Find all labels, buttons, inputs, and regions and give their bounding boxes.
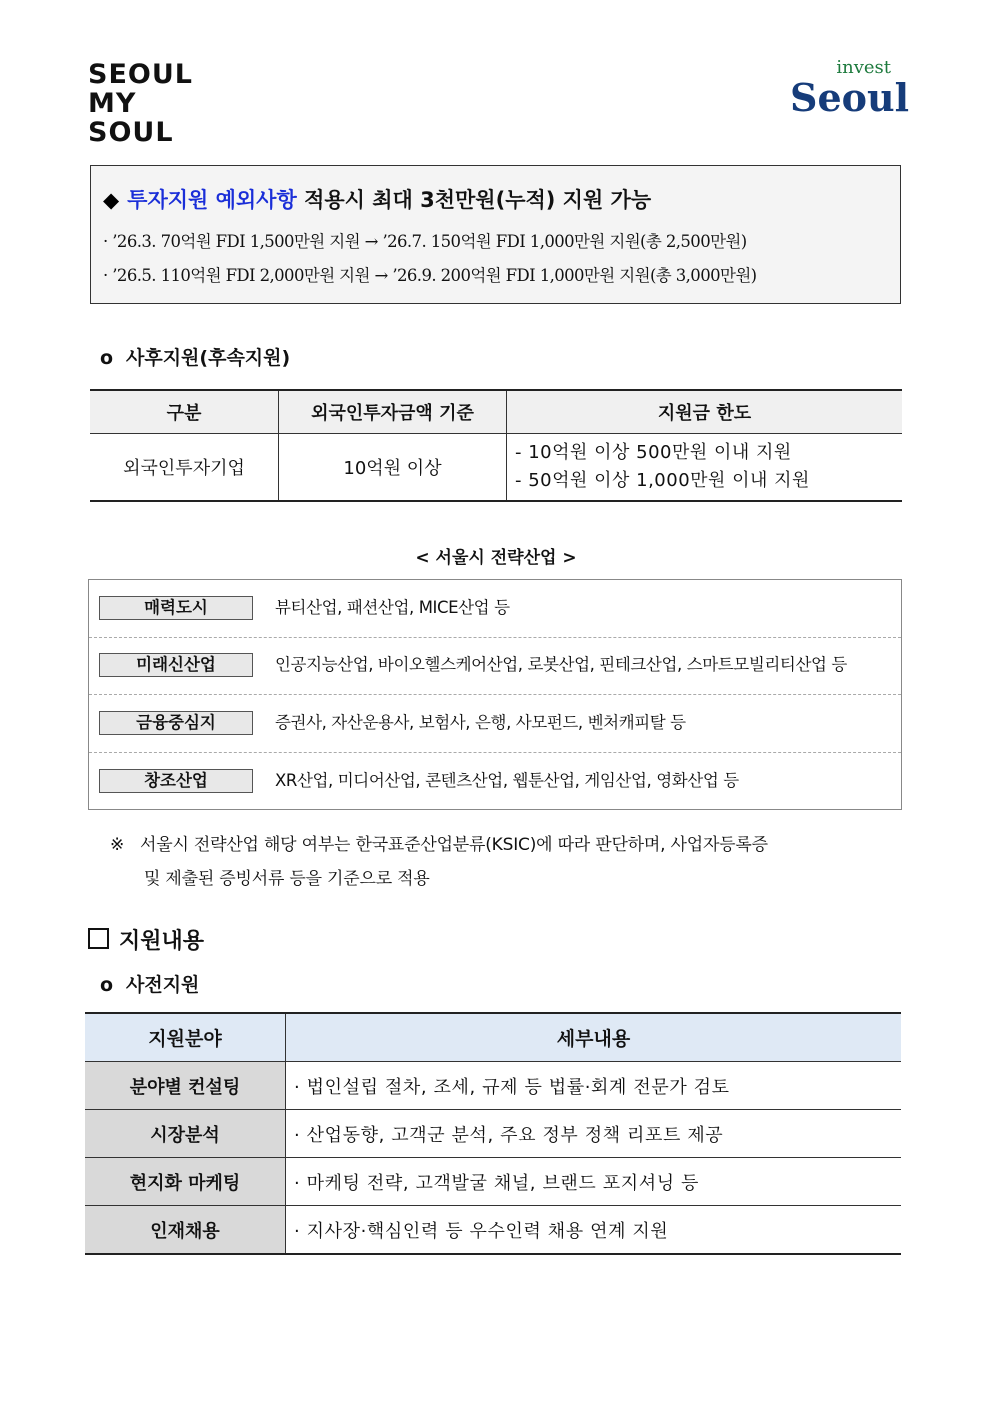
cell-detail: · 법인설립 절차, 조세, 규제 등 법률·회계 전문가 검토 (286, 1062, 902, 1110)
cell-detail: · 지사장·핵심인력 등 우수인력 채용 연계 지원 (286, 1206, 902, 1255)
strategy-desc: 뷰티산업, 패션산업, MICE산업 등 (275, 598, 510, 617)
circle-bullet: o (100, 974, 114, 996)
table-row (85, 1110, 901, 1158)
reference-mark-icon: ※ (110, 835, 125, 855)
cell-limit (507, 434, 903, 502)
notice-title (103, 184, 651, 214)
table-header-row (90, 390, 902, 434)
table-header-row (85, 1013, 901, 1062)
diamond-bullet-icon: ◆ (103, 188, 120, 212)
post-support-table (90, 389, 902, 502)
header-category: 구분 (90, 390, 279, 434)
cell-detail: · 산업동향, 고객군 분석, 주요 정부 정책 리포트 제공 (286, 1110, 902, 1158)
cell-field: 현지화 마케팅 (85, 1158, 286, 1206)
seoul-my-soul-logo (88, 59, 193, 148)
limit-line-2: - 50억원 이상 1,000만원 이내 지원 (515, 470, 810, 491)
strategy-desc: 증권사, 자산운용사, 보험사, 은행, 사모펀드, 벤처캐피탈 등 (275, 713, 686, 732)
strategy-row (89, 637, 901, 695)
strategy-row (89, 580, 901, 638)
post-support-title: 사후지원(후속지원) (126, 347, 291, 369)
strategy-row (89, 753, 901, 810)
support-content-heading (88, 924, 204, 955)
pre-support-heading (100, 970, 199, 997)
table-row (90, 434, 902, 502)
pre-support-table (85, 1012, 901, 1255)
support-content-title: 지원내용 (119, 929, 205, 954)
cell-category: 외국인투자기업 (90, 434, 279, 502)
note-line-1 (110, 828, 900, 862)
table-row (85, 1158, 901, 1206)
exception-notice-box (90, 165, 901, 304)
note-text-2: 및 제출된 증빙서류 등을 기준으로 적용 (144, 869, 430, 889)
logo-invest-text: invest (836, 57, 891, 78)
strategy-desc: 인공지능산업, 바이오헬스케어산업, 로봇산업, 핀테크산업, 스마트모빌리티산업 등 (275, 655, 847, 674)
logo-seoul-text: Seoul (790, 75, 910, 120)
notice-title-rest: 적용시 최대 3천만원(누적) 지원 가능 (296, 188, 652, 212)
strategy-label: 미래신산업 (99, 653, 253, 677)
logo-line-seoul: SEOUL (88, 59, 193, 90)
cell-field: 시장분석 (85, 1110, 286, 1158)
strategy-title: < 서울시 전략산업 > (415, 548, 577, 568)
strategy-label: 금융중심지 (99, 711, 253, 735)
header-criteria: 외국인투자금액 기준 (279, 390, 507, 434)
header-field: 지원분야 (85, 1013, 286, 1062)
square-bullet-icon (88, 928, 109, 949)
notice-title-highlight: 투자지원 예외사항 (127, 188, 297, 212)
pre-support-title: 사전지원 (126, 974, 200, 996)
circle-bullet: o (100, 347, 114, 369)
notice-example-2: · ’26.5. 110억원 FDI 2,000만원 지원 → ’26.9. 200억원 FDI 1,000만원 지원(총 3,000만원) (103, 266, 757, 285)
limit-line-1: - 10억원 이상 500만원 이내 지원 (515, 442, 792, 463)
strategy-label: 창조산업 (99, 769, 253, 793)
invest-seoul-logo (790, 57, 910, 120)
cell-criteria: 10억원 이상 (279, 434, 507, 502)
cell-field: 인재채용 (85, 1206, 286, 1255)
post-support-heading (100, 343, 290, 370)
notice-example-1: · ’26.3. 70억원 FDI 1,500만원 지원 → ’26.7. 150억원 FDI 1,000만원 지원(총 2,500만원) (103, 232, 747, 251)
header-detail: 세부내용 (286, 1013, 902, 1062)
logo-line-my-soul: MY SOUL (88, 88, 174, 148)
header-limit: 지원금 한도 (507, 390, 903, 434)
strategy-row (89, 695, 901, 753)
ksic-note (110, 828, 900, 896)
cell-field: 분야별 컨설팅 (85, 1062, 286, 1110)
table-row (85, 1062, 901, 1110)
strategy-label: 매력도시 (99, 596, 253, 620)
strategy-desc: XR산업, 미디어산업, 콘텐츠산업, 웹툰산업, 게임산업, 영화산업 등 (275, 771, 739, 790)
strategy-industry-box (88, 579, 902, 810)
cell-detail: · 마케팅 전략, 고객발굴 채널, 브랜드 포지셔닝 등 (286, 1158, 902, 1206)
note-text-1: 서울시 전략산업 해당 여부는 한국표준산업분류(KSIC)에 따라 판단하며, 사업자등록증 (140, 835, 768, 855)
table-row (85, 1206, 901, 1255)
